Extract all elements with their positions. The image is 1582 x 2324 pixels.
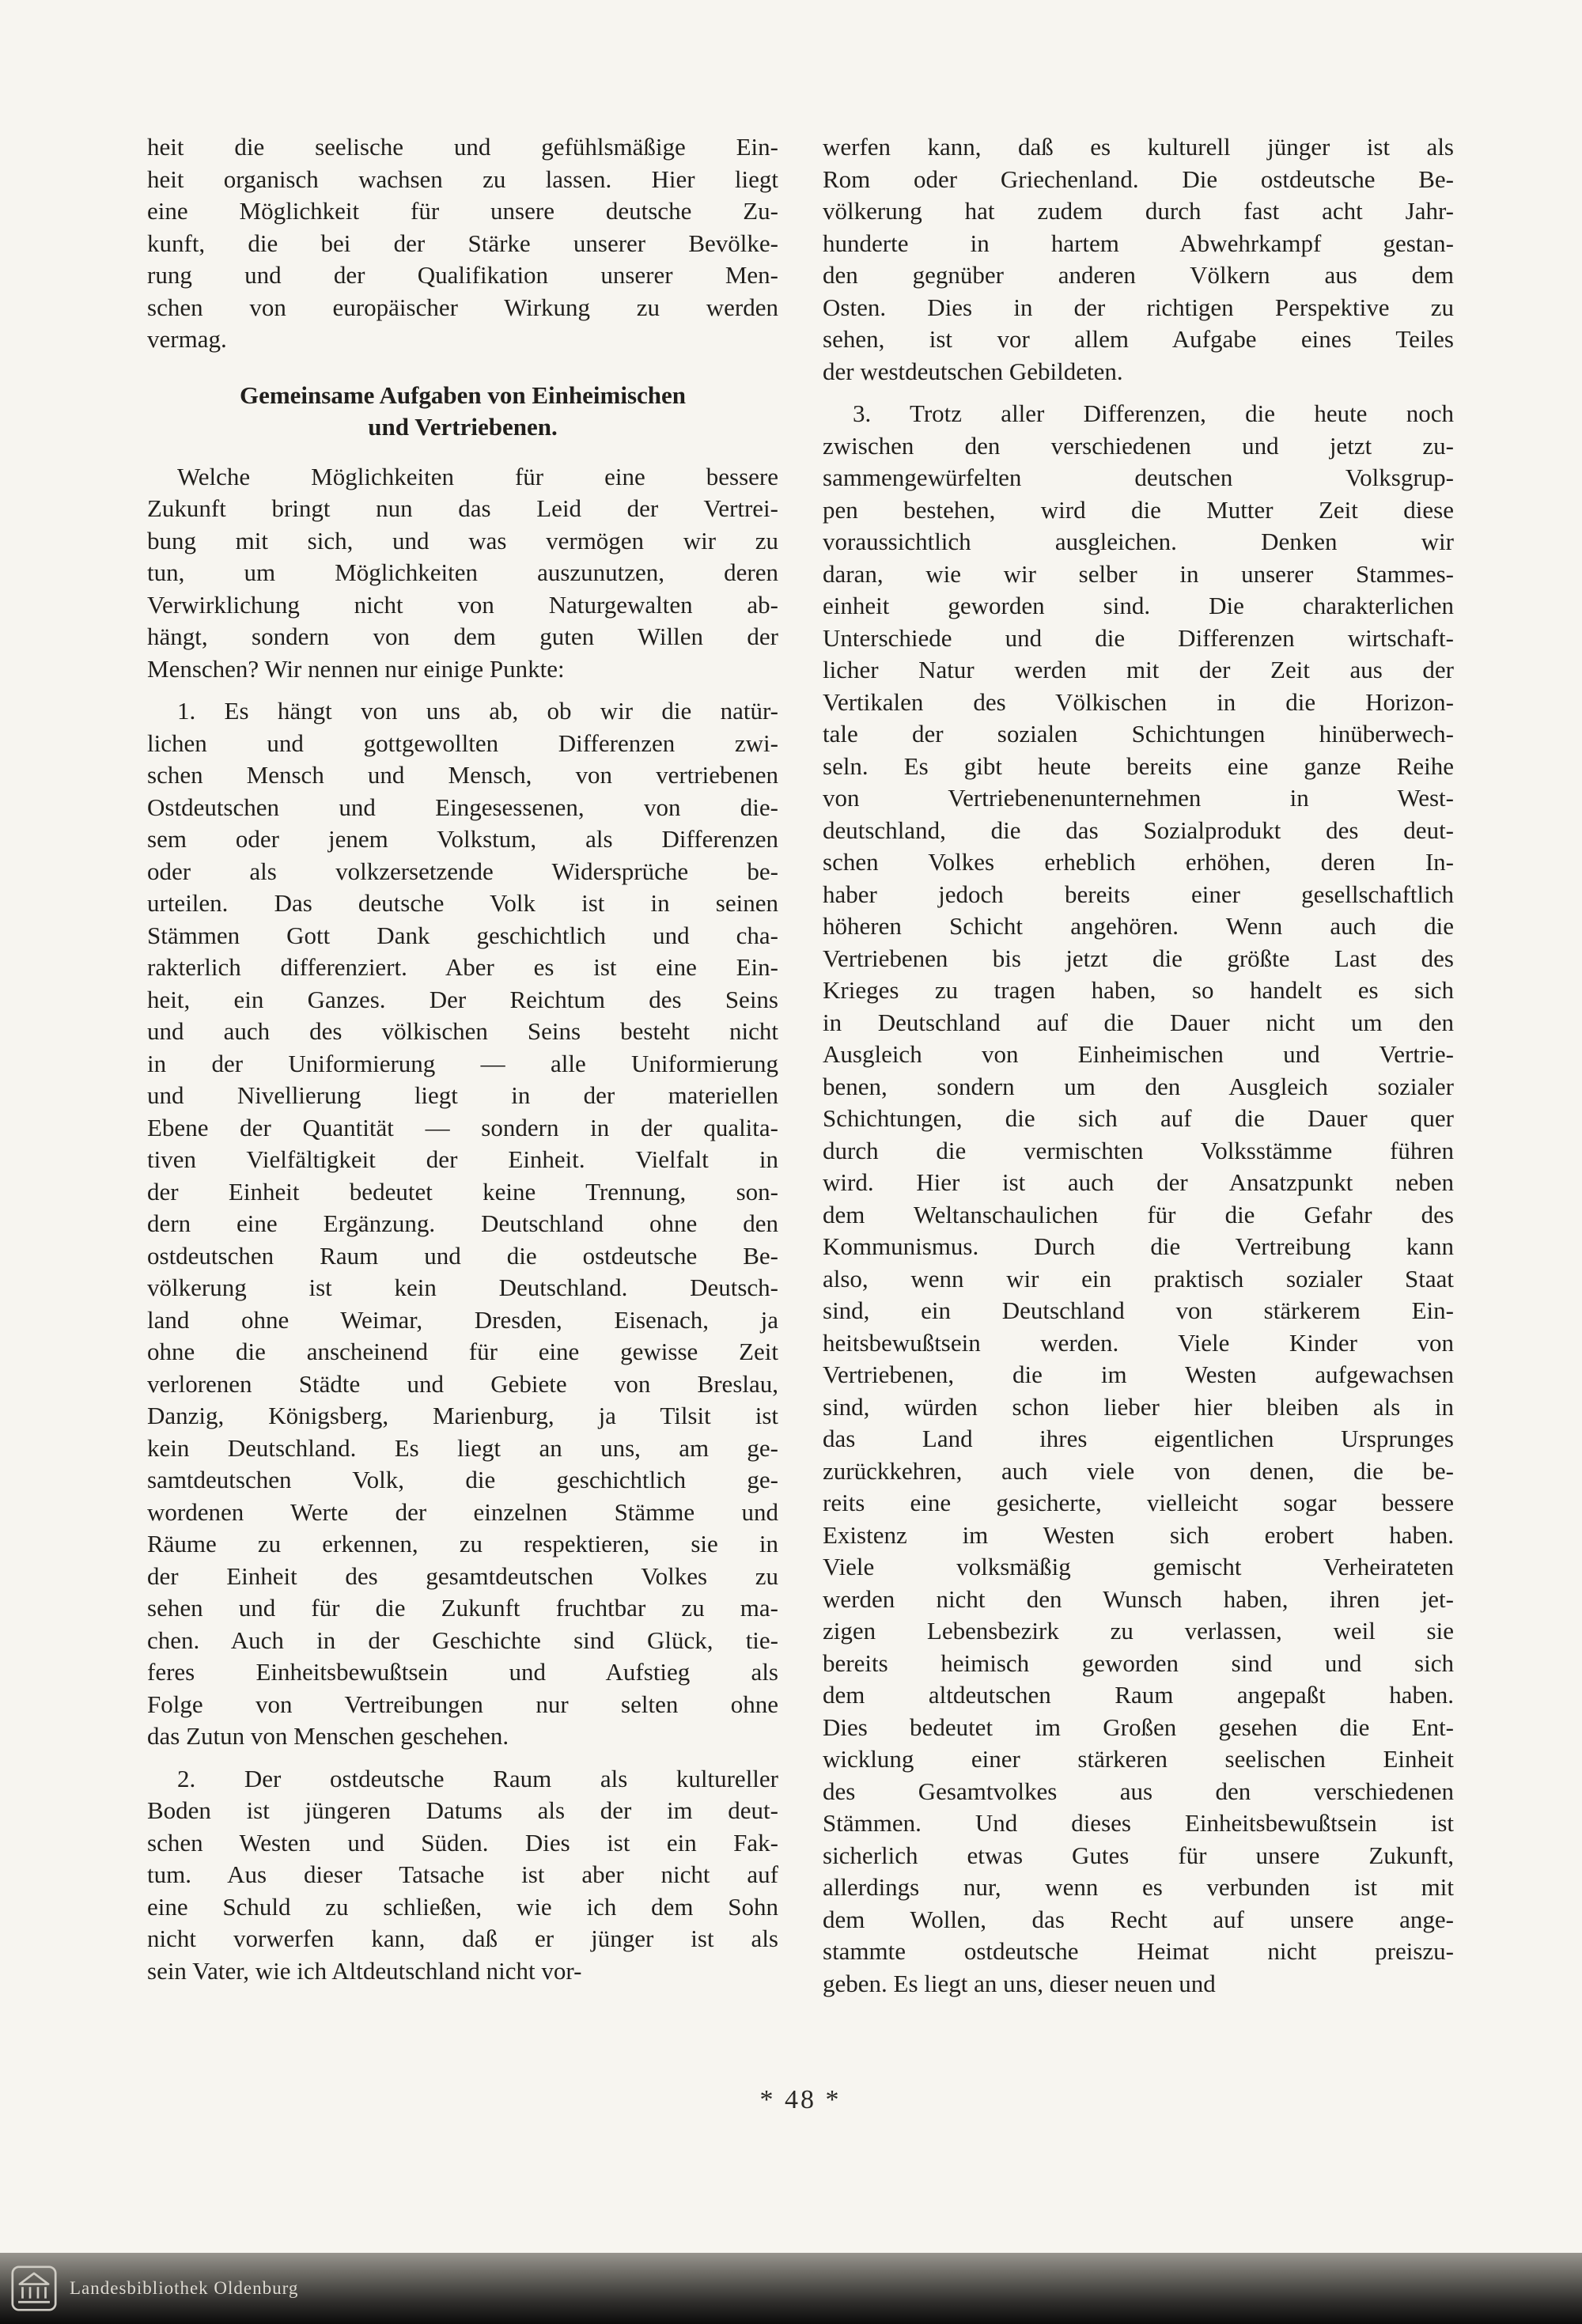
text-line: einheit geworden sind. Die charakterlichen <box>823 592 1454 619</box>
text-line: Schichtungen, die sich auf die Dauer quer <box>823 1104 1454 1132</box>
text-line: kein Deutschland. Es liegt an uns, am ge- <box>147 1433 778 1462</box>
text-line: ostdeutschen Raum und die ostdeutsche Be- <box>147 1241 778 1270</box>
text-line: Ebene der Quantität — sondern in der qualita- <box>147 1113 778 1141</box>
text-line: heit organisch wachsen zu lassen. Hier liegt <box>147 165 778 193</box>
text-line: bereits heimisch geworden sind und sich <box>823 1648 1454 1677</box>
text-line: Folge von Vertreibungen nur selten ohne <box>147 1690 778 1718</box>
text-line: heitsbewußtsein werden. Viele Kinder von <box>823 1328 1454 1357</box>
text-line: Dies bedeutet im Großen gesehen die Ent- <box>823 1713 1454 1741</box>
text-line: von Vertriebenenunternehmen in West- <box>823 784 1454 812</box>
text-line: dem Wollen, das Recht auf unsere ange- <box>823 1905 1454 1933</box>
text-line: voraussichtlich ausgleichen. Denken wir <box>823 528 1454 555</box>
text-line: wordenen Werte der einzelnen Stämme und <box>147 1497 778 1526</box>
text-line: Viele volksmäßig gemischt Verheirateten <box>823 1553 1454 1580</box>
text-line: Vertriebenen, die im Westen aufgewachsen <box>823 1361 1454 1388</box>
text-line: Menschen? Wir nennen nur einige Punkte: <box>147 654 565 683</box>
text-line: Vertriebenen bis jetzt die größte Last des <box>823 944 1454 972</box>
text-line: völkerung ist kein Deutschland. Deutsch- <box>147 1274 778 1301</box>
text-line: und Nivellierung liegt in der materiellen <box>147 1081 778 1109</box>
text-line: den gegnüber anderen Völkern aus dem <box>823 261 1454 289</box>
text-line: nicht vorwerfen kann, daß er jünger ist als <box>147 1925 778 1952</box>
text-line: samtdeutschen Volk, die geschichtlich ge- <box>147 1466 778 1493</box>
text-line: Ausgleich von Einheimischen und Vertrie- <box>823 1040 1454 1068</box>
text-line: 2. Der ostdeutsche Raum als kultureller <box>177 1764 778 1792</box>
text-line: seln. Es gibt heute bereits eine ganze Reihe <box>823 751 1454 780</box>
text-columns <box>147 131 1454 2010</box>
text-line: der westdeutschen Gebildeten. <box>823 357 1123 385</box>
text-line: kunft, die bei der Stärke unserer Bevölke- <box>147 229 778 257</box>
text-line: völkerung hat zudem durch fast acht Jahr- <box>823 197 1454 225</box>
text-line: zigen Lebensbezirk zu verlassen, weil sie <box>823 1617 1454 1645</box>
text-line: zurückkehren, auch viele von denen, die be- <box>823 1456 1454 1485</box>
text-line: reits eine gesicherte, vielleicht sogar bessere <box>823 1489 1454 1516</box>
text-line: schen Mensch und Mensch, von vertriebenen <box>147 761 778 789</box>
library-logo-icon <box>11 2265 57 2311</box>
page-number: * 48 * <box>759 2085 842 2114</box>
text-line: daran, wie wir selber in unserer Stammes- <box>823 559 1454 588</box>
text-line: Vertikalen des Völkischen in die Horizon- <box>823 687 1454 716</box>
text-line: allerdings nur, wenn es verbunden ist mit <box>823 1873 1454 1901</box>
text-line: und Vertriebenen. <box>368 413 558 441</box>
text-line: sein Vater, wie ich Altdeutschland nicht vor- <box>147 1956 582 1985</box>
text-line: Krieges zu tragen haben, so handelt es sich <box>823 976 1454 1004</box>
text-line: durch die vermischten Volksstämme führen <box>823 1136 1454 1164</box>
text-line: sind, ein Deutschland von stärkerem Ein- <box>823 1296 1454 1324</box>
text-line: land ohne Weimar, Dresden, Eisenach, ja <box>147 1305 778 1334</box>
text-line: in Deutschland auf die Dauer nicht um den <box>823 1008 1454 1036</box>
text-line: schen von europäischer Wirkung zu werden <box>147 293 778 321</box>
text-line: wicklung einer stärkeren seelischen Einheit <box>823 1745 1454 1773</box>
text-line: eine Möglichkeit für unsere deutsche Zu- <box>147 197 778 225</box>
text-line: das Zutun von Menschen geschehen. <box>147 1722 509 1750</box>
text-line: sind, würden schon lieber hier bleiben als in <box>823 1392 1454 1421</box>
text-line: lichen und gottgewollten Differenzen zwi- <box>147 729 778 757</box>
text-line: 1. Es hängt von uns ab, ob wir die natür- <box>177 697 778 725</box>
text-line: sicherlich etwas Gutes für unsere Zukunft, <box>823 1841 1454 1869</box>
text-line: pen bestehen, wird die Mutter Zeit diese <box>823 495 1454 524</box>
text-line: benen, sondern um den Ausgleich sozialer <box>823 1072 1454 1100</box>
text-line: bung mit sich, und was vermögen wir zu <box>147 526 778 555</box>
text-line: Danzig, Königsberg, Marienburg, ja Tilsit ist <box>147 1402 778 1429</box>
text-line: heit die seelische und gefühlsmäßige Ein- <box>147 133 778 161</box>
library-name: Landesbibliothek Oldenburg <box>70 2278 299 2298</box>
text-line: Gemeinsame Aufgaben von Einheimischen <box>239 380 687 409</box>
right-column <box>823 131 1454 2010</box>
text-line: Welche Möglichkeiten für eine bessere <box>177 462 778 490</box>
text-line: rakterlich differenziert. Aber es ist eine Ein- <box>147 953 778 981</box>
text-line: zwischen den verschiedenen und jetzt zu- <box>823 431 1454 460</box>
text-line: ohne die anscheinend für eine gewisse Zeit <box>147 1338 778 1365</box>
text-line: tum. Aus dieser Tatsache ist aber nicht auf <box>147 1860 778 1888</box>
text-line: feres Einheitsbewußtsein und Aufstieg als <box>147 1658 778 1686</box>
text-line: hängt, sondern von dem guten Willen der <box>147 623 778 650</box>
text-line: Ostdeutschen und Eingesessenen, von die- <box>147 793 778 821</box>
section-heading <box>147 380 778 444</box>
text-line: Stämmen Gott Dank geschichtlich und cha- <box>147 921 778 949</box>
text-line: schen Westen und Süden. Dies ist ein Fak- <box>147 1828 778 1857</box>
text-line: urteilen. Das deutsche Volk ist in seinen <box>147 889 778 917</box>
text-line: stammte ostdeutsche Heimat nicht preiszu- <box>823 1937 1454 1965</box>
text-line: tale der sozialen Schichtungen hinüberwech- <box>823 720 1454 748</box>
left-column <box>147 131 778 2010</box>
text-line: oder als volkzersetzende Widersprüche be- <box>147 857 778 885</box>
text-line: Kommunismus. Durch die Vertreibung kann <box>823 1232 1454 1260</box>
text-line: Boden ist jüngeren Datums als der im deut- <box>147 1796 778 1824</box>
text-line: in der Uniformierung — alle Uniformierung <box>147 1049 778 1077</box>
text-line: schen Volkes erheblich erhöhen, deren In- <box>823 848 1454 876</box>
paragraph-continuation <box>147 131 778 356</box>
text-line: hunderte in hartem Abwehrkampf gestan- <box>823 229 1454 257</box>
text-line: vermag. <box>147 325 227 353</box>
paragraph-point-3 <box>823 398 1454 2000</box>
text-line: Rom oder Griechenland. Die ostdeutsche Be- <box>823 165 1454 193</box>
paragraph-point-2 <box>147 1763 778 1988</box>
text-line: werden nicht den Wunsch haben, ihren jet- <box>823 1584 1454 1613</box>
text-line: 3. Trotz aller Differenzen, die heute noch <box>853 399 1454 427</box>
text-line: tiven Vielfältigkeit der Einheit. Vielfalt in <box>147 1145 778 1173</box>
text-line: heit, ein Ganzes. Der Reichtum des Seins <box>147 985 778 1013</box>
text-line: chen. Auch in der Geschichte sind Glück, tie- <box>147 1626 778 1654</box>
text-line: Stämmen. Und dieses Einheitsbewußtsein ist <box>823 1809 1454 1837</box>
text-line: Existenz im Westen sich erobert haben. <box>823 1520 1454 1549</box>
text-line: Zukunft bringt nun das Leid der Vertrei- <box>147 494 778 522</box>
text-line: sehen und für die Zukunft fruchtbar zu ma- <box>147 1594 778 1622</box>
text-line: der Einheit bedeutet keine Trennung, son- <box>147 1177 778 1206</box>
text-line: sem oder jenem Volkstum, als Differenzen <box>147 825 778 853</box>
text-line: dem Weltanschaulichen für die Gefahr des <box>823 1200 1454 1228</box>
text-line: Verwirklichung nicht von Naturgewalten ab- <box>147 590 778 619</box>
paragraph-point-1 <box>147 695 778 1753</box>
paragraph-continuation <box>823 131 1454 388</box>
text-line: eine Schuld zu schließen, wie ich dem Sohn <box>147 1892 778 1921</box>
text-line: haber jedoch bereits einer gesellschaftlich <box>823 880 1454 908</box>
text-line: Osten. Dies in der richtigen Perspektive zu <box>823 293 1454 321</box>
text-line: werfen kann, daß es kulturell jünger ist als <box>823 133 1454 161</box>
text-line: des Gesamtvolkes aus den verschiedenen <box>823 1777 1454 1805</box>
text-line: wird. Hier ist auch der Ansatzpunkt neben <box>823 1168 1454 1196</box>
text-line: rung und der Qualifikation unserer Men- <box>147 261 778 289</box>
text-line: das Land ihres eigentlichen Ursprunges <box>823 1425 1454 1452</box>
text-line: höheren Schicht angehören. Wenn auch die <box>823 912 1454 940</box>
paragraph-intro <box>147 461 778 686</box>
text-line: tun, um Möglichkeiten auszunutzen, deren <box>147 558 778 586</box>
text-line: licher Natur werden mit der Zeit aus der <box>823 656 1454 683</box>
text-line: geben. Es liegt an uns, dieser neuen und <box>823 1969 1216 1997</box>
text-line: der Einheit des gesamtdeutschen Volkes zu <box>147 1561 778 1590</box>
text-line: dem altdeutschen Raum angepaßt haben. <box>823 1681 1454 1709</box>
text-line: verlorenen Städte und Gebiete von Breslau, <box>147 1369 778 1398</box>
text-line: Unterschiede und die Differenzen wirtschaft- <box>823 623 1454 652</box>
text-line: dern eine Ergänzung. Deutschland ohne den <box>147 1209 778 1237</box>
text-line: also, wenn wir ein praktisch sozialer Staat <box>823 1264 1454 1293</box>
text-line: und auch des völkischen Seins besteht nicht <box>147 1017 778 1045</box>
text-line: Räume zu erkennen, zu respektieren, sie in <box>147 1530 778 1558</box>
text-line: sammengewürfelten deutschen Volksgrup- <box>823 464 1454 491</box>
text-line: deutschland, die das Sozialprodukt des deut- <box>823 816 1454 844</box>
library-watermark-bar <box>0 2253 1582 2324</box>
text-line: sehen, ist vor allem Aufgabe eines Teiles <box>823 325 1454 353</box>
